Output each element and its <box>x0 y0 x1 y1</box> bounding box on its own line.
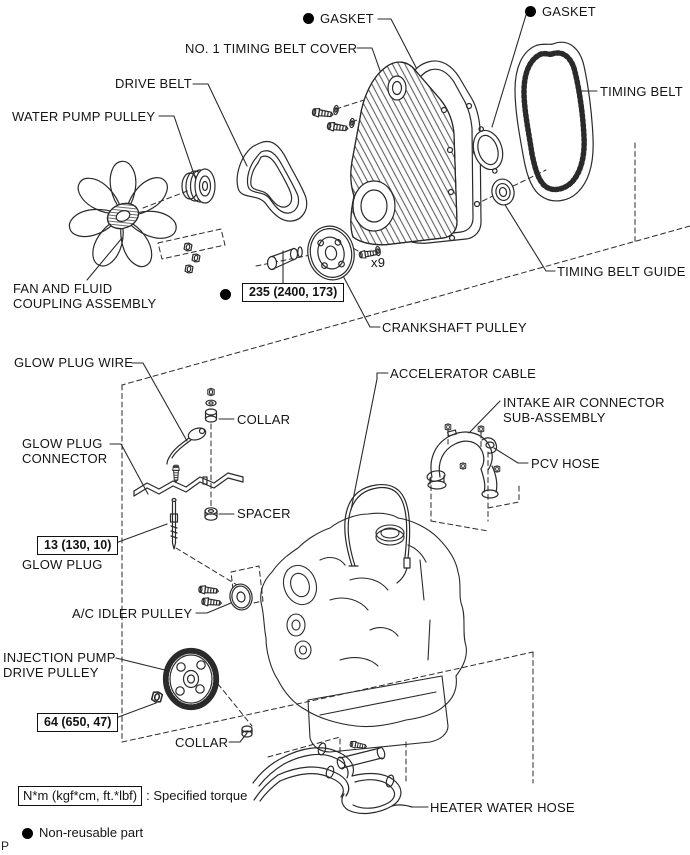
timing-belt-guide-art <box>490 177 517 207</box>
label-glow-plug-connector-line1: GLOW PLUG <box>22 436 103 451</box>
torque-glow-plug: 13 (130, 10) <box>37 536 118 555</box>
label-injection-pump-drive-pulley <box>3 650 116 680</box>
injection-pump-pulley-art <box>151 649 218 710</box>
leader-gasket-right <box>492 15 526 127</box>
label-gasket-right-text: GASKET <box>542 4 596 19</box>
label-glow-plug-connector-line2: CONNECTOR <box>22 451 108 466</box>
collar-lower-art <box>242 726 252 737</box>
label-glow-plug: GLOW PLUG <box>22 557 103 572</box>
leader-fan <box>87 238 122 280</box>
label-glow-plug-wire: GLOW PLUG WIRE <box>14 355 134 370</box>
collar-upper-art <box>206 388 217 422</box>
legend-torque-units-box: N*m (kgf*cm, ft.*lbf) <box>18 786 142 806</box>
non-reusable-dot <box>220 289 231 300</box>
intake-air-connector-art <box>426 424 500 498</box>
legend-non-reusable <box>22 825 143 841</box>
legend-torque-meaning: : Specified torque <box>146 788 248 803</box>
glow-plug-art <box>171 499 178 550</box>
label-injection-pump-line2: DRIVE PULLEY <box>3 665 99 680</box>
label-intake-air-connector <box>503 395 665 425</box>
label-timing-belt: TIMING BELT <box>600 84 683 99</box>
label-injection-pump-line1: INJECTION PUMP <box>3 650 116 665</box>
label-no1-timing-belt-cover: NO. 1 TIMING BELT COVER <box>185 41 358 56</box>
label-gasket-top-text: GASKET <box>320 11 374 26</box>
label-heater-water-hose: HEATER WATER HOSE <box>430 800 575 815</box>
label-fan-line1: FAN AND FLUID <box>13 281 113 296</box>
label-intake-air-line2: SUB-ASSEMBLY <box>503 410 606 425</box>
engine-block-art <box>261 513 467 752</box>
label-gasket-top <box>303 11 374 26</box>
fan-nuts-art <box>184 242 200 273</box>
spacer-art <box>205 508 217 520</box>
ac-idler-pulley-art <box>198 582 254 612</box>
fan-art <box>67 161 179 271</box>
leader-glow-plug-wire <box>132 363 187 441</box>
label-pcv-hose: PCV HOSE <box>531 456 600 471</box>
torque-crankshaft-pulley-bolt: 235 (2400, 173) <box>242 283 344 302</box>
label-accelerator-cable: ACCELERATOR CABLE <box>390 366 536 381</box>
label-spacer: SPACER <box>237 506 291 521</box>
label-collar-upper: COLLAR <box>237 412 291 427</box>
label-collar-lower: COLLAR <box>175 735 229 750</box>
label-glow-plug-connector <box>22 436 107 466</box>
glow-plug-wire-art <box>167 426 207 464</box>
timing-belt-art <box>515 42 593 201</box>
crankshaft-bolt-art <box>268 247 303 270</box>
label-drive-belt: DRIVE BELT <box>115 76 192 91</box>
water-pump-pulley-art <box>182 169 215 203</box>
leader-injection-pump <box>116 658 169 671</box>
label-bolt-count: x9 <box>371 255 386 270</box>
leader-intake-air <box>469 401 500 433</box>
label-timing-belt-guide: TIMING BELT GUIDE <box>557 264 686 279</box>
non-reusable-dot <box>525 6 536 17</box>
page-marker: P <box>1 839 10 853</box>
leader-drive-belt <box>193 84 247 166</box>
leader-timing-belt-guide <box>502 200 555 271</box>
drive-belt-art <box>237 142 307 222</box>
non-reusable-dot <box>22 828 33 839</box>
torque-injection-pump-pulley-nut: 64 (650, 47) <box>37 713 118 732</box>
label-fan-and-fluid-coupling <box>13 281 156 311</box>
leader-collar-lower <box>229 733 247 742</box>
label-water-pump-pulley: WATER PUMP PULLEY <box>12 109 156 124</box>
label-gasket-right <box>525 4 596 19</box>
legend-torque <box>18 786 247 806</box>
leader-pcv-hose <box>494 448 528 463</box>
non-reusable-dot <box>303 13 314 24</box>
label-ac-idler-pulley: A/C IDLER PULLEY <box>72 606 193 621</box>
label-fan-line2: COUPLING ASSEMBLY <box>13 296 157 311</box>
crankshaft-pulley-art <box>303 222 359 284</box>
glow-plug-connector-art <box>134 465 243 496</box>
legend-non-reusable-text: Non-reusable part <box>39 825 144 840</box>
label-intake-air-line1: INTAKE AIR CONNECTOR <box>503 395 665 410</box>
label-crankshaft-pulley: CRANKSHAFT PULLEY <box>382 320 527 335</box>
